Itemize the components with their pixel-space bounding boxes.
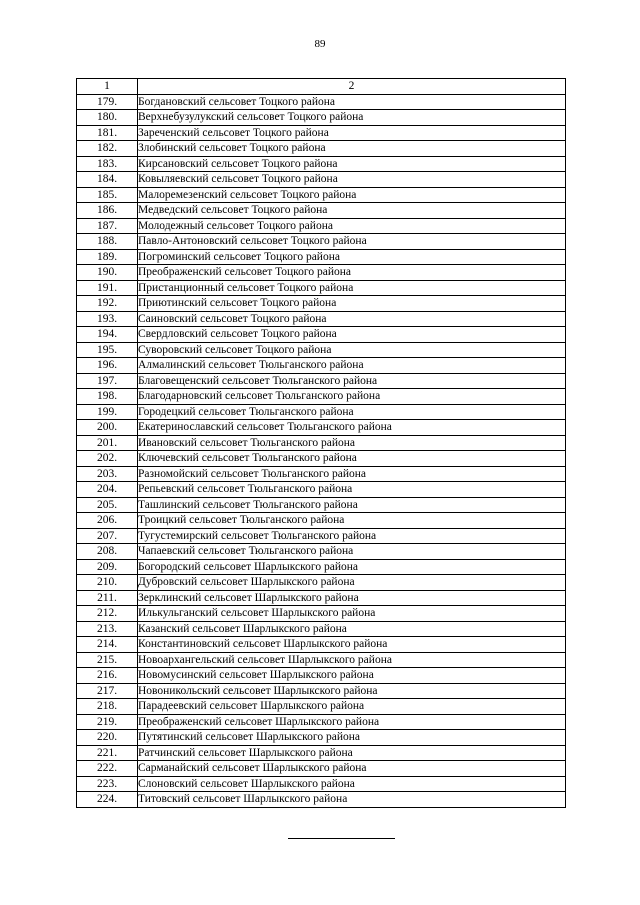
municipality-name-cell: Илькульганский сельсовет Шарлыкского района — [138, 606, 566, 622]
table-row — [77, 373, 566, 389]
row-number-cell: 187. — [77, 218, 138, 234]
municipality-name-cell: Титовский сельсовет Шарлыкского района — [138, 792, 566, 808]
row-number-cell: 199. — [77, 404, 138, 420]
municipality-table — [76, 78, 566, 808]
municipality-name-cell: Алмалинский сельсовет Тюльганского района — [138, 358, 566, 374]
row-number-cell: 188. — [77, 234, 138, 250]
row-number-cell: 203. — [77, 466, 138, 482]
row-number-cell: 200. — [77, 420, 138, 436]
municipality-name-cell: Приютинский сельсовет Тоцкого района — [138, 296, 566, 312]
municipality-name-cell: Верхнебузулукский сельсовет Тоцкого района — [138, 110, 566, 126]
table-row — [77, 590, 566, 606]
row-number-cell: 191. — [77, 280, 138, 296]
table-row — [77, 699, 566, 715]
row-number-cell: 218. — [77, 699, 138, 715]
row-number-cell: 224. — [77, 792, 138, 808]
table-row — [77, 668, 566, 684]
municipality-name-cell: Преображенский сельсовет Шарлыкского района — [138, 714, 566, 730]
table-row — [77, 528, 566, 544]
row-number-cell: 182. — [77, 141, 138, 157]
table-row — [77, 404, 566, 420]
table-row — [77, 730, 566, 746]
municipality-name-cell: Богдановский сельсовет Тоцкого района — [138, 94, 566, 110]
table-row — [77, 606, 566, 622]
municipality-name-cell: Тугустемирский сельсовет Тюльганского района — [138, 528, 566, 544]
table-row — [77, 172, 566, 188]
municipality-name-cell: Слоновский сельсовет Шарлыкского района — [138, 776, 566, 792]
municipality-name-cell: Екатеринославский сельсовет Тюльганского района — [138, 420, 566, 436]
table-row — [77, 451, 566, 467]
row-number-cell: 210. — [77, 575, 138, 591]
municipality-name-cell: Репьевский сельсовет Тюльганского района — [138, 482, 566, 498]
table-row — [77, 125, 566, 141]
table-row — [77, 280, 566, 296]
row-number-cell: 183. — [77, 156, 138, 172]
table-row — [77, 265, 566, 281]
row-number-cell: 219. — [77, 714, 138, 730]
row-number-cell: 212. — [77, 606, 138, 622]
municipality-name-cell: Саиновский сельсовет Тоцкого района — [138, 311, 566, 327]
municipality-name-cell: Разномойский сельсовет Тюльганского района — [138, 466, 566, 482]
table-row — [77, 110, 566, 126]
table-row — [77, 296, 566, 312]
table-row — [77, 311, 566, 327]
row-number-cell: 179. — [77, 94, 138, 110]
row-number-cell: 180. — [77, 110, 138, 126]
table-row — [77, 683, 566, 699]
table-row — [77, 420, 566, 436]
table-row — [77, 544, 566, 560]
table-row — [77, 156, 566, 172]
table-body — [77, 94, 566, 807]
row-number-cell: 220. — [77, 730, 138, 746]
table-row — [77, 559, 566, 575]
table-row — [77, 513, 566, 529]
table-row — [77, 466, 566, 482]
row-number-cell: 208. — [77, 544, 138, 560]
municipality-name-cell: Медведский сельсовет Тоцкого района — [138, 203, 566, 219]
municipality-name-cell: Молодежный сельсовет Тоцкого района — [138, 218, 566, 234]
table-row — [77, 234, 566, 250]
row-number-cell: 184. — [77, 172, 138, 188]
municipality-name-cell: Ивановский сельсовет Тюльганского района — [138, 435, 566, 451]
row-number-cell: 202. — [77, 451, 138, 467]
row-number-cell: 186. — [77, 203, 138, 219]
table-row — [77, 203, 566, 219]
table-row — [77, 776, 566, 792]
table-row — [77, 358, 566, 374]
table-row — [77, 497, 566, 513]
municipality-name-cell: Константиновский сельсовет Шарлыкского района — [138, 637, 566, 653]
table-row — [77, 249, 566, 265]
municipality-name-cell: Новоархангельский сельсовет Шарлыкского района — [138, 652, 566, 668]
row-number-cell: 204. — [77, 482, 138, 498]
row-number-cell: 216. — [77, 668, 138, 684]
page-number: 89 — [314, 38, 326, 50]
municipality-name-cell: Преображенский сельсовет Тоцкого района — [138, 265, 566, 281]
table-row — [77, 482, 566, 498]
table-row — [77, 621, 566, 637]
municipality-name-cell: Свердловский сельсовет Тоцкого района — [138, 327, 566, 343]
municipality-name-cell: Павло-Антоновский сельсовет Тоцкого района — [138, 234, 566, 250]
municipality-name-cell: Малоремезенский сельсовет Тоцкого района — [138, 187, 566, 203]
table-row — [77, 714, 566, 730]
row-number-cell: 190. — [77, 265, 138, 281]
municipality-name-cell: Зерклинский сельсовет Шарлыкского района — [138, 590, 566, 606]
row-number-cell: 195. — [77, 342, 138, 358]
municipality-name-cell: Троицкий сельсовет Тюльганского района — [138, 513, 566, 529]
municipality-name-cell: Ковыляевский сельсовет Тоцкого района — [138, 172, 566, 188]
row-number-cell: 206. — [77, 513, 138, 529]
row-number-cell: 222. — [77, 761, 138, 777]
table-row — [77, 141, 566, 157]
table-row — [77, 435, 566, 451]
row-number-cell: 207. — [77, 528, 138, 544]
table-row — [77, 652, 566, 668]
municipality-name-cell: Суворовский сельсовет Тоцкого района — [138, 342, 566, 358]
row-number-cell: 196. — [77, 358, 138, 374]
footer-divider — [288, 838, 395, 839]
municipality-name-cell: Новомусинский сельсовет Шарлыкского района — [138, 668, 566, 684]
municipality-name-cell: Пристанционный сельсовет Тоцкого района — [138, 280, 566, 296]
row-number-cell: 217. — [77, 683, 138, 699]
table-row — [77, 745, 566, 761]
municipality-name-cell: Ратчинский сельсовет Шарлыкского района — [138, 745, 566, 761]
municipality-name-cell: Ташлинский сельсовет Тюльганского района — [138, 497, 566, 513]
row-number-cell: 189. — [77, 249, 138, 265]
row-number-cell: 192. — [77, 296, 138, 312]
row-number-cell: 213. — [77, 621, 138, 637]
row-number-cell: 194. — [77, 327, 138, 343]
municipality-name-cell: Парадеевский сельсовет Шарлыкского района — [138, 699, 566, 715]
municipality-name-cell: Благодарновский сельсовет Тюльганского района — [138, 389, 566, 405]
row-number-cell: 197. — [77, 373, 138, 389]
table-row — [77, 218, 566, 234]
table-row — [77, 761, 566, 777]
municipality-name-cell: Богородский сельсовет Шарлыкского района — [138, 559, 566, 575]
row-number-cell: 221. — [77, 745, 138, 761]
table-row — [77, 575, 566, 591]
municipality-name-cell: Новоникольский сельсовет Шарлыкского района — [138, 683, 566, 699]
table-row — [77, 389, 566, 405]
row-number-cell: 209. — [77, 559, 138, 575]
table-row — [77, 342, 566, 358]
row-number-cell: 198. — [77, 389, 138, 405]
table-row — [77, 637, 566, 653]
row-number-cell: 201. — [77, 435, 138, 451]
municipality-name-cell: Ключевский сельсовет Тюльганского района — [138, 451, 566, 467]
table-row — [77, 792, 566, 808]
municipality-name-cell: Зареченский сельсовет Тоцкого района — [138, 125, 566, 141]
table-row — [77, 94, 566, 110]
row-number-cell: 193. — [77, 311, 138, 327]
municipality-name-cell: Погроминский сельсовет Тоцкого района — [138, 249, 566, 265]
municipality-name-cell: Казанский сельсовет Шарлыкского района — [138, 621, 566, 637]
row-number-cell: 181. — [77, 125, 138, 141]
municipality-name-cell: Дубровский сельсовет Шарлыкского района — [138, 575, 566, 591]
table-header — [77, 79, 566, 95]
row-number-cell: 185. — [77, 187, 138, 203]
row-number-cell: 215. — [77, 652, 138, 668]
column-header-name: 2 — [138, 79, 566, 95]
row-number-cell: 205. — [77, 497, 138, 513]
row-number-cell: 211. — [77, 590, 138, 606]
column-header-number: 1 — [77, 79, 138, 95]
row-number-cell: 223. — [77, 776, 138, 792]
municipality-name-cell: Сарманайский сельсовет Шарлыкского района — [138, 761, 566, 777]
municipality-name-cell: Путятинский сельсовет Шарлыкского района — [138, 730, 566, 746]
municipality-name-cell: Благовещенский сельсовет Тюльганского района — [138, 373, 566, 389]
municipality-name-cell: Кирсановский сельсовет Тоцкого района — [138, 156, 566, 172]
header-row — [77, 79, 566, 95]
municipality-name-cell: Злобинский сельсовет Тоцкого района — [138, 141, 566, 157]
row-number-cell: 214. — [77, 637, 138, 653]
table-row — [77, 187, 566, 203]
municipality-name-cell: Городецкий сельсовет Тюльганского района — [138, 404, 566, 420]
municipality-name-cell: Чапаевский сельсовет Тюльганского района — [138, 544, 566, 560]
table-row — [77, 327, 566, 343]
